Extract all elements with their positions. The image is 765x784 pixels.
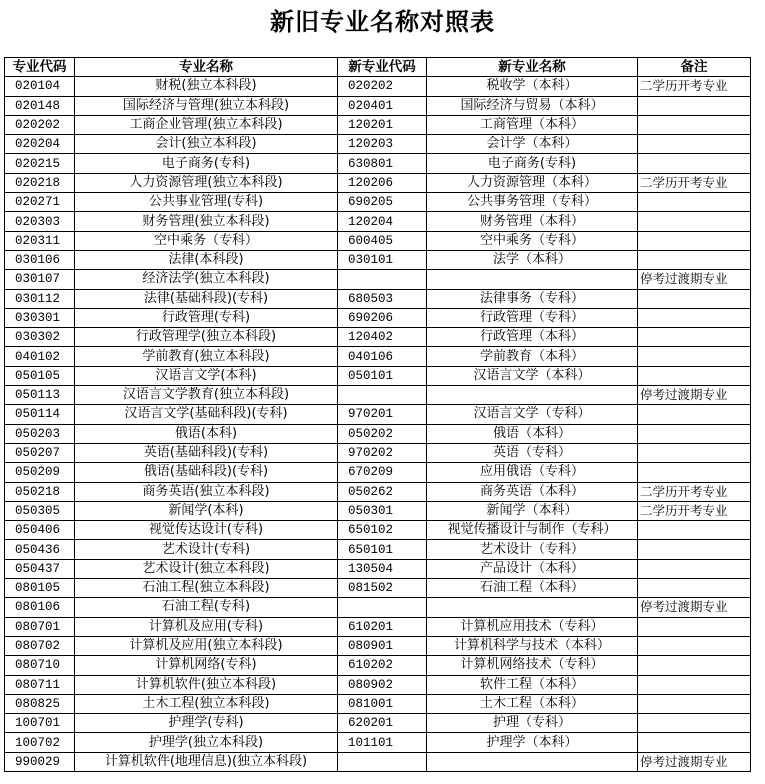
new-code-cell: 620201 [338,714,427,733]
new-code-cell [338,598,427,617]
old-code-cell: 080105 [5,579,75,598]
note-cell: 二学历开考专业 [638,482,751,501]
old-name-cell: 行政管理(专科) [75,308,338,327]
new-name-cell: 土木工程（本科） [427,694,638,713]
old-code-cell: 040102 [5,347,75,366]
header-old-name: 专业名称 [75,58,338,77]
table-row [5,212,751,231]
table-row [5,77,751,96]
table-body [5,77,751,772]
new-name-cell: 软件工程（本科） [427,675,638,694]
new-code-cell: 630801 [338,154,427,173]
note-cell [638,328,751,347]
new-code-cell: 020401 [338,96,427,115]
table-row [5,328,751,347]
table-row [5,115,751,134]
old-code-cell: 020202 [5,115,75,134]
old-name-cell: 计算机软件(地理信息)(独立本科段) [75,752,338,771]
new-code-cell: 120206 [338,173,427,192]
note-cell [638,540,751,559]
old-code-cell: 030301 [5,308,75,327]
old-name-cell: 商务英语(独立本科段) [75,482,338,501]
new-code-cell [338,386,427,405]
note-cell [638,193,751,212]
new-code-cell: 690206 [338,308,427,327]
page-title: 新旧专业名称对照表 [270,7,495,36]
new-name-cell: 行政管理（专科） [427,308,638,327]
table-row [5,559,751,578]
new-name-cell: 计算机科学与技术（本科） [427,636,638,655]
table-row [5,656,751,675]
new-code-cell: 080901 [338,636,427,655]
table-row [5,733,751,752]
note-cell [638,443,751,462]
old-name-cell: 财税(独立本科段) [75,77,338,96]
new-name-cell: 新闻学（本科） [427,501,638,520]
old-name-cell: 汉语言文学(基础科段)(专科) [75,405,338,424]
old-code-cell: 080710 [5,656,75,675]
new-code-cell: 120203 [338,135,427,154]
new-code-cell: 130504 [338,559,427,578]
old-code-cell: 050209 [5,463,75,482]
new-name-cell: 商务英语（本科） [427,482,638,501]
table-row [5,386,751,405]
note-cell [638,656,751,675]
note-cell [638,733,751,752]
new-code-cell: 050301 [338,501,427,520]
old-name-cell: 视觉传达设计(专科) [75,521,338,540]
old-code-cell: 020104 [5,77,75,96]
note-cell [638,714,751,733]
table-row [5,463,751,482]
table-row [5,501,751,520]
old-code-cell: 050437 [5,559,75,578]
old-code-cell: 050207 [5,443,75,462]
new-code-cell: 610201 [338,617,427,636]
old-name-cell: 电子商务(专科) [75,154,338,173]
new-name-cell: 汉语言文学（本科） [427,366,638,385]
new-code-cell [338,752,427,771]
table-row [5,579,751,598]
old-name-cell: 计算机网络(专科) [75,656,338,675]
table-row [5,154,751,173]
old-name-cell: 俄语(本科) [75,424,338,443]
old-code-cell: 020271 [5,193,75,212]
table-row [5,135,751,154]
note-cell [638,115,751,134]
note-cell [638,135,751,154]
new-name-cell: 空中乘务（专科） [427,231,638,250]
table-row [5,540,751,559]
old-name-cell: 学前教育(独立本科段) [75,347,338,366]
old-name-cell: 会计(独立本科段) [75,135,338,154]
table-row [5,694,751,713]
old-code-cell: 020303 [5,212,75,231]
note-cell [638,521,751,540]
old-code-cell: 050436 [5,540,75,559]
old-code-cell: 100701 [5,714,75,733]
new-code-cell: 080902 [338,675,427,694]
old-code-cell: 080701 [5,617,75,636]
new-code-cell: 120402 [338,328,427,347]
note-cell [638,559,751,578]
new-code-cell: 610202 [338,656,427,675]
table-row [5,405,751,424]
old-name-cell: 计算机及应用(独立本科段) [75,636,338,655]
old-name-cell: 空中乘务（专科） [75,231,338,250]
new-code-cell: 030101 [338,250,427,269]
table-row [5,270,751,289]
new-code-cell: 050202 [338,424,427,443]
note-cell [638,231,751,250]
major-comparison-table [4,57,751,772]
table-row [5,96,751,115]
old-name-cell: 公共事业管理(专科) [75,193,338,212]
new-name-cell: 汉语言文学（专科） [427,405,638,424]
table-row [5,289,751,308]
note-cell [638,694,751,713]
old-name-cell: 新闻学(本科) [75,501,338,520]
new-name-cell: 财务管理（本科） [427,212,638,231]
old-name-cell: 国际经济与管理(独立本科段) [75,96,338,115]
new-name-cell: 电子商务(专科) [427,154,638,173]
old-name-cell: 法律(本科段) [75,250,338,269]
old-code-cell: 030106 [5,250,75,269]
note-cell [638,405,751,424]
new-code-cell: 650102 [338,521,427,540]
new-name-cell: 公共事务管理（专科） [427,193,638,212]
table-row [5,250,751,269]
new-name-cell: 国际经济与贸易（本科） [427,96,638,115]
new-name-cell [427,386,638,405]
new-code-cell: 081001 [338,694,427,713]
note-cell [638,250,751,269]
new-code-cell: 690205 [338,193,427,212]
note-cell [638,96,751,115]
new-name-cell [427,270,638,289]
note-cell [638,308,751,327]
new-name-cell: 学前教育（本科） [427,347,638,366]
old-name-cell: 财务管理(独立本科段) [75,212,338,231]
table-row [5,173,751,192]
old-code-cell: 050105 [5,366,75,385]
old-name-cell: 石油工程(专科) [75,598,338,617]
new-name-cell: 工商管理（本科） [427,115,638,134]
header-old-code: 专业代码 [5,58,75,77]
note-cell [638,366,751,385]
new-code-cell: 040106 [338,347,427,366]
old-name-cell: 护理学(独立本科段) [75,733,338,752]
note-cell: 停考过渡期专业 [638,386,751,405]
old-code-cell: 050203 [5,424,75,443]
note-cell: 二学历开考专业 [638,77,751,96]
old-name-cell: 石油工程(独立本科段) [75,579,338,598]
new-code-cell: 050262 [338,482,427,501]
old-code-cell: 020311 [5,231,75,250]
table-row [5,598,751,617]
table-row [5,617,751,636]
new-code-cell: 650101 [338,540,427,559]
note-cell [638,463,751,482]
old-code-cell: 050305 [5,501,75,520]
table-row [5,636,751,655]
old-code-cell: 100702 [5,733,75,752]
table-row [5,443,751,462]
old-name-cell: 计算机及应用(专科) [75,617,338,636]
new-code-cell: 101101 [338,733,427,752]
old-name-cell: 经济法学(独立本科段) [75,270,338,289]
new-name-cell: 税收学（本科） [427,77,638,96]
note-cell [638,347,751,366]
new-code-cell: 670209 [338,463,427,482]
new-name-cell: 护理（专科） [427,714,638,733]
note-cell [638,675,751,694]
old-code-cell: 050218 [5,482,75,501]
note-cell: 二学历开考专业 [638,173,751,192]
new-name-cell: 人力资源管理（本科） [427,173,638,192]
table-row [5,347,751,366]
note-cell [638,636,751,655]
old-name-cell: 工商企业管理(独立本科段) [75,115,338,134]
new-name-cell: 会计学（本科） [427,135,638,154]
old-code-cell: 020204 [5,135,75,154]
table-row [5,482,751,501]
new-name-cell: 计算机应用技术（专科） [427,617,638,636]
new-name-cell: 计算机网络技术（专科） [427,656,638,675]
table-row [5,308,751,327]
new-name-cell: 产品设计（本科） [427,559,638,578]
table-row [5,193,751,212]
new-name-cell: 护理学（本科） [427,733,638,752]
header-new-code: 新专业代码 [338,58,427,77]
header-new-name: 新专业名称 [427,58,638,77]
table-row [5,752,751,771]
table-header-row [5,58,751,77]
new-code-cell: 600405 [338,231,427,250]
note-cell: 停考过渡期专业 [638,598,751,617]
note-cell [638,212,751,231]
note-cell [638,289,751,308]
new-name-cell: 艺术设计（专科） [427,540,638,559]
table-row [5,714,751,733]
old-code-cell: 080702 [5,636,75,655]
old-code-cell: 050113 [5,386,75,405]
new-name-cell [427,752,638,771]
table-row [5,231,751,250]
old-code-cell: 050406 [5,521,75,540]
new-name-cell: 法律事务（专科） [427,289,638,308]
new-name-cell: 石油工程（本科） [427,579,638,598]
old-code-cell: 030302 [5,328,75,347]
new-code-cell: 081502 [338,579,427,598]
old-name-cell: 护理学(专科) [75,714,338,733]
note-cell [638,617,751,636]
old-name-cell: 行政管理学(独立本科段) [75,328,338,347]
new-code-cell: 020202 [338,77,427,96]
note-cell: 停考过渡期专业 [638,270,751,289]
new-code-cell: 120201 [338,115,427,134]
table-row [5,366,751,385]
old-name-cell: 艺术设计(独立本科段) [75,559,338,578]
new-code-cell: 970201 [338,405,427,424]
note-cell [638,154,751,173]
old-code-cell: 020215 [5,154,75,173]
old-name-cell: 人力资源管理(独立本科段) [75,173,338,192]
new-name-cell: 行政管理（本科） [427,328,638,347]
old-code-cell: 080106 [5,598,75,617]
note-cell: 二学历开考专业 [638,501,751,520]
new-code-cell: 680503 [338,289,427,308]
old-code-cell: 030107 [5,270,75,289]
table-row [5,675,751,694]
new-code-cell: 120204 [338,212,427,231]
note-cell [638,424,751,443]
old-name-cell: 汉语言文学(本科) [75,366,338,385]
table-row [5,521,751,540]
old-code-cell: 020218 [5,173,75,192]
old-code-cell: 030112 [5,289,75,308]
old-code-cell: 080711 [5,675,75,694]
old-code-cell: 050114 [5,405,75,424]
note-cell: 停考过渡期专业 [638,752,751,771]
header-note: 备注 [638,58,751,77]
new-code-cell: 970202 [338,443,427,462]
new-code-cell: 050101 [338,366,427,385]
old-name-cell: 汉语言文学教育(独立本科段) [75,386,338,405]
old-name-cell: 俄语(基础科段)(专科) [75,463,338,482]
table-row [5,424,751,443]
old-name-cell: 法律(基础科段)(专科) [75,289,338,308]
old-name-cell: 艺术设计(专科) [75,540,338,559]
new-name-cell: 视觉传播设计与制作（专科） [427,521,638,540]
old-name-cell: 英语(基础科段)(专科) [75,443,338,462]
old-name-cell: 计算机软件(独立本科段) [75,675,338,694]
new-code-cell [338,270,427,289]
new-name-cell [427,598,638,617]
old-code-cell: 080825 [5,694,75,713]
note-cell [638,579,751,598]
old-code-cell: 990029 [5,752,75,771]
old-code-cell: 020148 [5,96,75,115]
new-name-cell: 英语（专科） [427,443,638,462]
new-name-cell: 俄语（本科） [427,424,638,443]
new-name-cell: 法学（本科） [427,250,638,269]
old-name-cell: 土木工程(独立本科段) [75,694,338,713]
new-name-cell: 应用俄语（专科） [427,463,638,482]
